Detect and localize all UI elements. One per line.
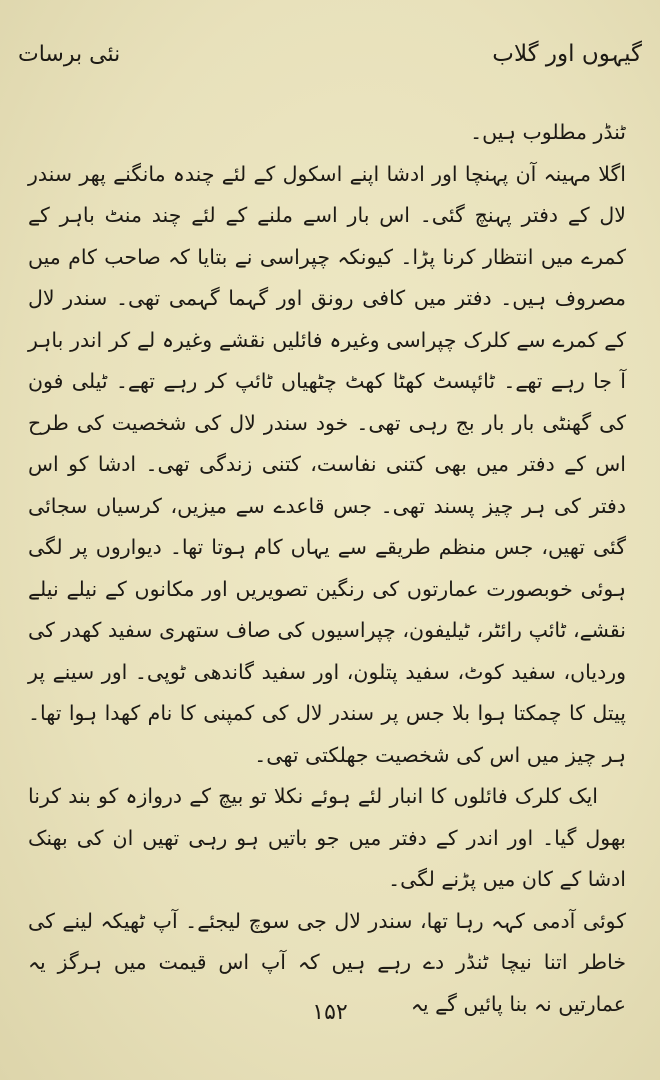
book-title: نئی برسات — [18, 41, 121, 67]
paragraph: ایک کلرک فائلوں کا انبار لئے ہوئے نکلا تو بیچ کے دروازہ کو بند کرنا بھول گیا۔ اور اندر کے دفتر میں جو باتیں ہو رہی تھیں ان کی بھنک ادشا کے کان میں پڑنے لگی۔ — [28, 784, 626, 891]
paragraph: اگلا مہینہ آن پہنچا اور ادشا اپنے اسکول کے لئے چندہ مانگنے پھر سندر لال کے دفتر پہنچ گئی۔ اس بار اسے ملنے کے لئے چند منٹ باہر کے کمرے میں انتظار کرنا پڑا۔ کیونکہ چپراسی نے بتایا کہ صاحب کام میں مصروف ہیں۔ دفتر میں کافی رونق اور گہما گہمی تھی۔ سندر لال کے کمرے سے کلرک چپراسی وغیرہ فائلیں نقشے وغیرہ لے کر اندر باہر آ جا رہے تھے۔ ٹائپسٹ کھٹا کھٹ چٹھیاں ٹائپ کر رہے تھے۔ ٹیلی فون کی گھنٹی بار بار بج رہی تھی۔ خود سندر لال کی شخصیت کی طرح اس کے دفتر میں بھی کتنی نفاست، کتنی زندگی تھی۔ ادشا کو اس دفتر کی ہر چیز پسند تھی۔ جس قاعدے سے میزیں، کرسیاں سجائی گئی تھیں، جس منظم طریقے سے یہاں کام ہوتا تھا۔ دیواروں پر لگی ہوئی خوبصورت عمارتوں کی رنگین تصویریں اور مکانوں کے نیلے نیلے نقشے، ٹائپ رائٹر، ٹیلیفون، چپراسیوں کی صاف ستھری سفید کھدر کی وردیاں، سفید کوٹ، سفید پتلون، اور سفید گاندھی ٹوپی۔ اور سینے پر پیتل کا چمکتا ہوا بلا جس پر سندر لال کی کمپنی کا نام کھدا ہوا تھا۔ ہر چیز میں اس کی شخصیت جھلکتی تھی۔ — [28, 161, 626, 767]
page-header — [18, 34, 642, 74]
paragraph: کوئی آدمی کہہ رہا تھا، سندر لال جی سوچ لیجئے۔ آپ ٹھیکہ لینے کی خاطر اتنا نیچا ٹنڈر دے رہے ہیں کہ آپ اس قیمت میں ہرگز یہ عمارتیں نہ بنا پائیں گے یہ — [28, 908, 626, 1016]
page-number: ۱۵۲ — [312, 1000, 348, 1025]
paragraph: ٹنڈر مطلوب ہیں۔ — [470, 120, 626, 144]
body-text — [28, 112, 626, 1025]
story-title: گیہوں اور گلاب — [492, 41, 642, 67]
